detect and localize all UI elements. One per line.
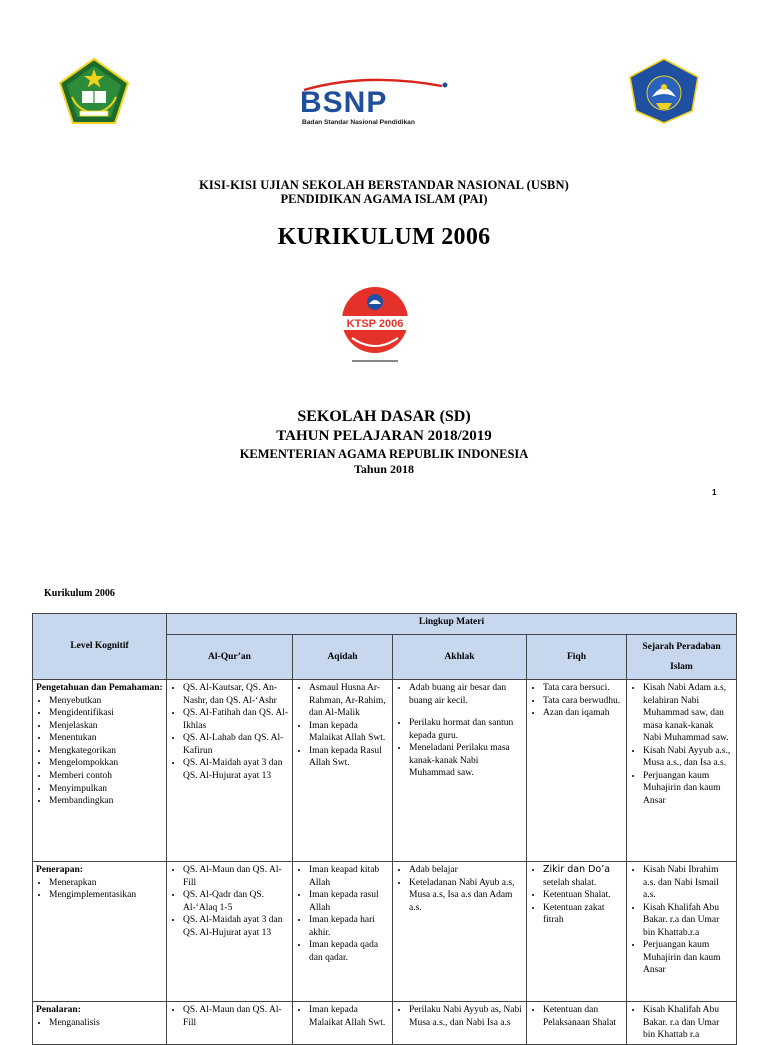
list-item: • Menyimpulkan: [49, 783, 163, 796]
list-item: • Mengkategorikan: [49, 745, 163, 758]
header-al-quran: Al-Qur’an: [167, 635, 293, 680]
list-item: • Kisah Nabi Ibrahim a.s. dan Nabi Ismail a.s.: [643, 864, 733, 902]
list-item: • Iman keapad kitab Allah: [309, 864, 389, 889]
fiqh-cell: [527, 1002, 627, 1045]
list-item: • Tata cara berwudhu.: [543, 695, 623, 708]
list-item: • Mengimplementasikan: [49, 889, 163, 902]
list-item: • Perjuangan kaum Muhajirin dan kaum Ansar: [643, 939, 733, 977]
header-lingkup-materi: Lingkup Materi: [167, 614, 737, 635]
kemenag-logo: [58, 57, 130, 125]
ministry-name: KEMENTERIAN AGAMA REPUBLIK INDONESIA: [239, 447, 529, 461]
level-cell: [33, 1002, 167, 1045]
kurikulum-title: KURIKULUM 2006: [277, 224, 491, 250]
publication-year: Tahun 2018: [354, 462, 414, 476]
header-level-kognitif: Level Kognitif: [33, 614, 167, 680]
list-item: • Mengelompokkan: [49, 757, 163, 770]
list-item: • Ketentuan dan Pelaksanaan Shalat: [543, 1004, 623, 1029]
akhlak-cell: [393, 1002, 527, 1045]
header-sejarah: Sejarah Peradaban Islam: [627, 635, 737, 680]
zikir-label: Zikir dan Do’a: [543, 864, 611, 875]
kisi-kisi-table: [32, 613, 737, 1045]
akhlak-cell: [393, 862, 527, 1002]
list-item: • Keteladanan Nabi Ayub a.s, Musa a.s, Isa a.s dan Adam a.s.: [409, 877, 523, 915]
list-item: • Menerapkan: [49, 877, 163, 890]
table-row: [33, 1002, 737, 1045]
aqidah-cell: [293, 862, 393, 1002]
list-item: • Menyebutkan: [49, 695, 163, 708]
list-item: • Memberi contoh: [49, 770, 163, 783]
list-item: • Ketentuan zakat fitrah: [543, 902, 623, 927]
row-title: Penalaran:: [36, 1005, 81, 1015]
list-item: • Iman kepada qada dan qadar.: [309, 939, 389, 964]
quran-cell: [167, 1002, 293, 1045]
tut-wuri-handayani-logo: [626, 57, 702, 125]
bsnp-logo: [296, 76, 452, 128]
list-item: • Perilaku Nabi Ayyub as, Nabi Musa a.s., dan Nabi Isa a.s: [409, 1004, 523, 1029]
page-number: 1: [712, 488, 717, 497]
ktsp-label: KTSP 2006: [346, 318, 404, 330]
list-item: [543, 864, 623, 889]
list-item: • Tata cara bersuci.: [543, 682, 623, 695]
list-item: • Menganalisis: [49, 1017, 163, 1030]
table-row: [33, 862, 737, 1002]
akhlak-cell: [393, 680, 527, 862]
header-aqidah: Aqidah: [293, 635, 393, 680]
list-item: • Perjuangan kaum Muhajirin dan kaum Ansar: [643, 770, 733, 808]
list-item: • Asmaul Husna Ar-Rahman, Ar-Rahim, dan Al-Malik: [309, 682, 389, 720]
list-item: • QS. Al-Maidah ayat 3 dan QS. Al-Hujurat ayat 13: [183, 914, 289, 939]
list-item: • Mengidentifikasi: [49, 707, 163, 720]
header-fiqh: Fiqh: [527, 635, 627, 680]
list-item: • QS. Al-Qadr dan QS. Al-‘Alaq 1-5: [183, 889, 289, 914]
list-item: • Kisah Nabi Ayyub a.s., Musa a.s., dan Isa a.s.: [643, 745, 733, 770]
list-item: • Adab belajar: [409, 864, 523, 877]
academic-year: TAHUN PELAJARAN 2018/2019: [276, 428, 492, 444]
doc-title-line2: PENDIDIKAN AGAMA ISLAM (PAI): [280, 192, 488, 206]
sejarah-cell: [627, 1002, 737, 1045]
row-title: Pengetahuan dan Pemahaman:: [36, 683, 163, 693]
header-akhlak: Akhlak: [393, 635, 527, 680]
school-level: SEKOLAH DASAR (SD): [297, 408, 471, 425]
aqidah-cell: [293, 1002, 393, 1045]
level-list: [36, 695, 163, 808]
list-item: • Membandingkan: [49, 795, 163, 808]
list-item: • Meneladani Perilaku masa kanak-kanak Nabi Muhammad saw.: [409, 742, 523, 780]
fiqh-cell: [527, 862, 627, 1002]
list-item: • QS. Al-Lahab dan QS. Al-Kafirun: [183, 732, 289, 757]
table-row: [33, 680, 737, 862]
ktsp-2006-logo: [338, 282, 412, 368]
list-item: • QS. Al-Fatihah dan QS. Al-Ikhlas: [183, 707, 289, 732]
level-cell: [33, 862, 167, 1002]
list-item: • Iman kepada Rasul Allah Swt.: [309, 745, 389, 770]
list-item: • QS. Al-Maun dan QS. Al-Fill: [183, 1004, 289, 1029]
list-item: • Perilaku hormat dan santun kepada guru.: [409, 717, 523, 742]
quran-cell: [167, 680, 293, 862]
list-item: • QS. Al-Maun dan QS. Al-Fill: [183, 864, 289, 889]
list-item: • Kisah Khalifah Abu Bakar. r.a dan Umar bin Khattab r.a: [643, 1004, 733, 1042]
list-item: • Adab buang air besar dan buang air kecil.: [409, 682, 523, 707]
list-item: • QS. Al-Kautsar, QS. An-Nashr, dan QS. Al-‘Ashr: [183, 682, 289, 707]
fiqh-cell: [527, 680, 627, 862]
list-item: • Azan dan iqamah: [543, 707, 623, 720]
list-item: • Kisah Nabi Adam a.s, kelahiran Nabi Muhammad saw, dan masa kanak-kanak Nabi Muhammad saw.: [643, 682, 733, 745]
section-label: Kurikulum 2006: [44, 588, 115, 599]
list-item: • Ketentuan Shalat.: [543, 889, 623, 902]
list-item: • Menjelaskan: [49, 720, 163, 733]
list-item: • Kisah Khalifah Abu Bakar. r.a dan Umar bin Khattab.r.a: [643, 902, 733, 940]
sejarah-cell: [627, 862, 737, 1002]
aqidah-cell: [293, 680, 393, 862]
zikir-rest: setelah shalat.: [543, 877, 597, 888]
list-item: • Menentukan: [49, 732, 163, 745]
list-item: • Iman kepada Malaikat Allah Swt.: [309, 1004, 389, 1029]
list-item: • Iman kepada rasul Allah: [309, 889, 389, 914]
quran-cell: [167, 862, 293, 1002]
list-item: • Iman kepada Malaikat Allah Swt.: [309, 720, 389, 745]
bsnp-subtitle: Badan Standar Nasional Pendidikan: [302, 119, 415, 126]
row-title: Penerapan:: [36, 865, 83, 875]
list-item: • QS. Al-Maidah ayat 3 dan QS. Al-Hujurat ayat 13: [183, 757, 289, 782]
level-cell: [33, 680, 167, 862]
list-item: • Iman kepada hari akhir.: [309, 914, 389, 939]
bsnp-wordmark: BSNP: [300, 86, 388, 119]
doc-title-line1: KISI-KISI UJIAN SEKOLAH BERSTANDAR NASIONAL (USBN): [199, 178, 569, 192]
sejarah-cell: [627, 680, 737, 862]
